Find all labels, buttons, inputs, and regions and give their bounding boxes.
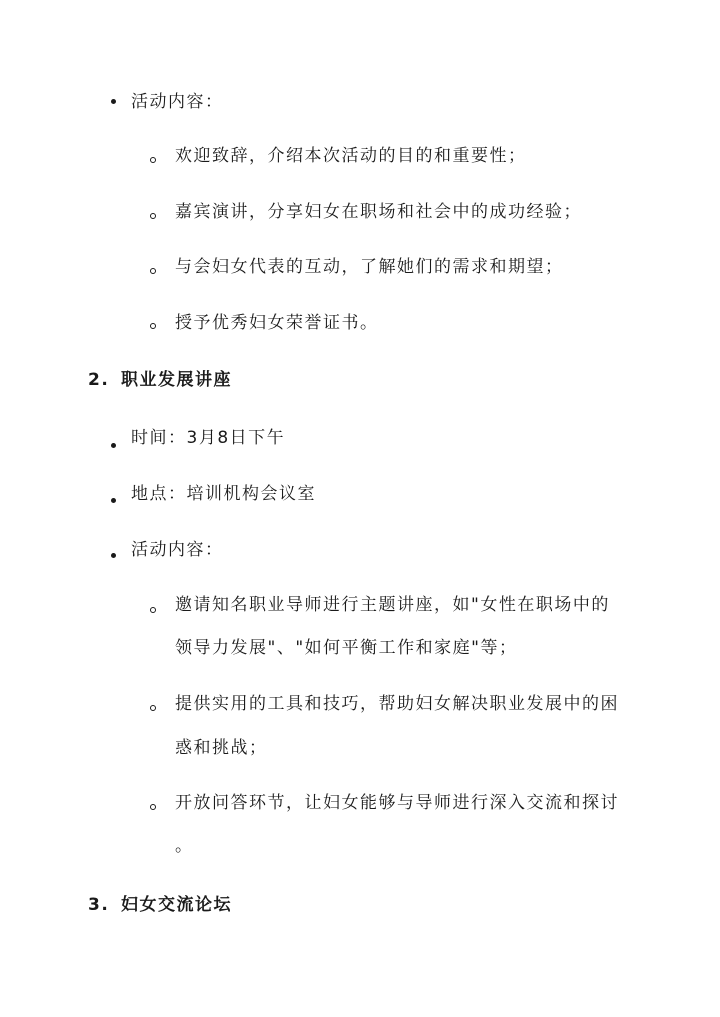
- time-line: 时间：3月8日下午: [131, 428, 286, 448]
- list-item: 授予优秀妇女荣誉证书。: [175, 313, 379, 333]
- bullet-icon: [111, 553, 116, 558]
- content-label: 活动内容：: [131, 540, 224, 560]
- circle-bullet-icon: [150, 157, 156, 163]
- circle-bullet-icon: [150, 804, 156, 810]
- bullet-icon: [111, 99, 116, 104]
- content-label: 活动内容：: [131, 92, 224, 112]
- place-line: 地点：培训机构会议室: [131, 484, 316, 504]
- circle-bullet-icon: [150, 323, 156, 329]
- list-item-line2: 。: [175, 836, 194, 856]
- section-title: 妇女交流论坛: [121, 895, 232, 915]
- list-item-line2: 惑和挑战；: [175, 738, 268, 758]
- bullet-icon: [111, 498, 116, 503]
- list-item: 欢迎致辞，介绍本次活动的目的和重要性；: [175, 146, 527, 166]
- list-item-line1: 提供实用的工具和技巧，帮助妇女解决职业发展中的困: [175, 694, 619, 714]
- circle-bullet-icon: [150, 705, 156, 711]
- list-item: 与会妇女代表的互动，了解她们的需求和期望；: [175, 257, 564, 277]
- list-item: 嘉宾演讲，分享妇女在职场和社会中的成功经验；: [175, 202, 582, 222]
- circle-bullet-icon: [150, 213, 156, 219]
- bullet-icon: [111, 443, 116, 448]
- list-item-line1: 开放问答环节，让妇女能够与导师进行深入交流和探讨: [175, 793, 619, 813]
- list-item-line2: 领导力发展"、"如何平衡工作和家庭"等；: [175, 638, 518, 658]
- section-title: 职业发展讲座: [121, 370, 232, 390]
- circle-bullet-icon: [150, 607, 156, 613]
- circle-bullet-icon: [150, 268, 156, 274]
- section-number: 2.: [88, 370, 110, 390]
- section-number: 3.: [88, 895, 110, 915]
- list-item-line1: 邀请知名职业导师进行主题讲座，如"女性在职场中的: [175, 595, 610, 615]
